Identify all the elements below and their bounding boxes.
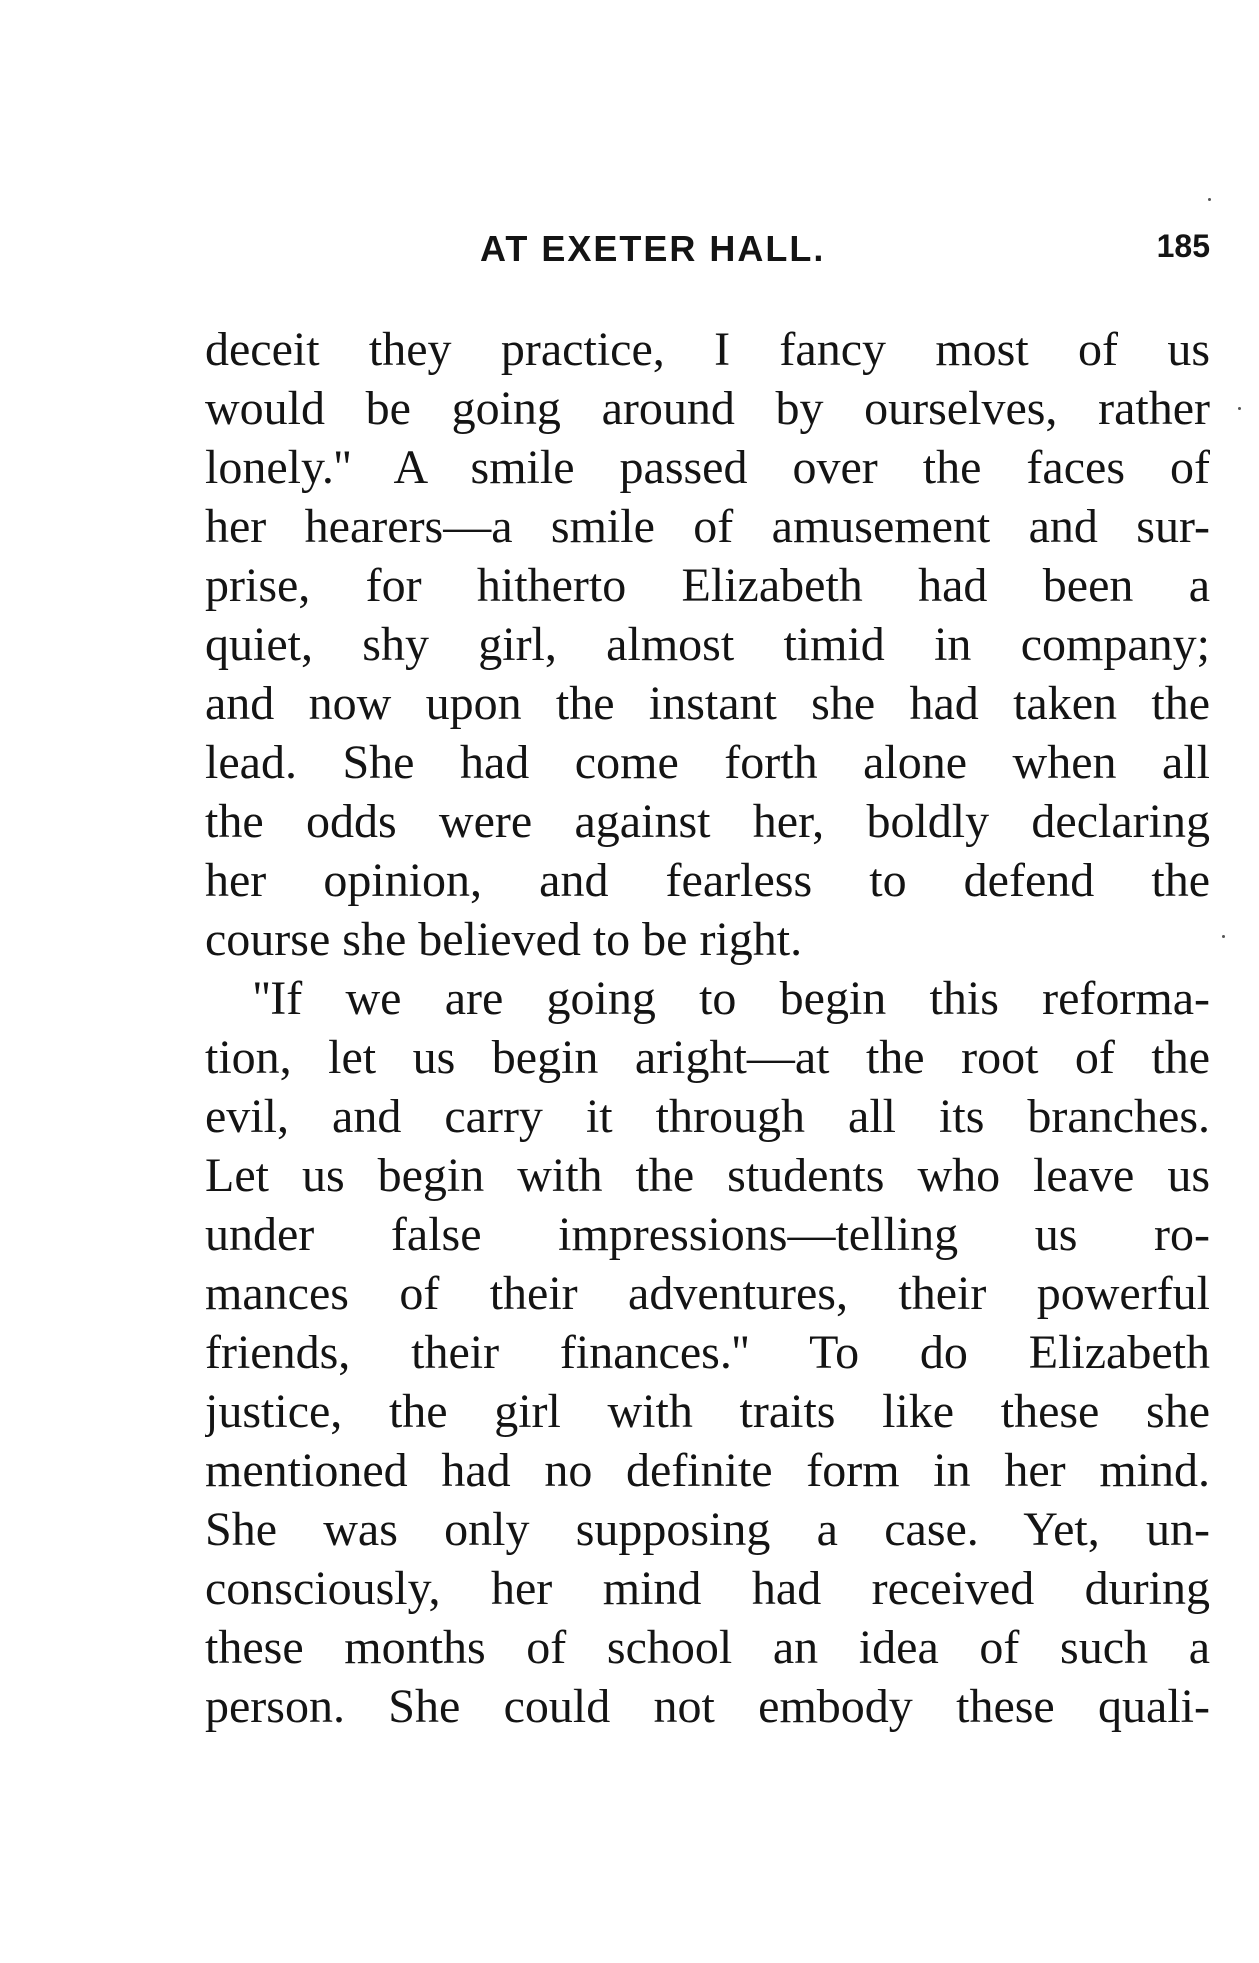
page-number: 185 <box>1156 228 1210 264</box>
text-line: quiet, shy girl, almost timid in company; <box>205 618 1210 671</box>
text-line: mentioned had no definite form in her mind. <box>205 1444 1210 1497</box>
text-line: these months of school an idea of such a <box>205 1621 1210 1674</box>
text-line: course she believed to be right. <box>205 913 803 966</box>
text-line: lonely.'' A smile passed over the faces of <box>205 441 1210 494</box>
text-line: tion, let us begin aright—at the root of the <box>205 1031 1210 1084</box>
text-line: would be going around by ourselves, rather <box>205 382 1210 435</box>
text-line: prise, for hitherto Elizabeth had been a <box>205 559 1210 612</box>
text-line: evil, and carry it through all its branches. <box>205 1090 1210 1143</box>
text-line: her hearers—a smile of amusement and sur- <box>205 500 1210 553</box>
print-speck <box>1208 198 1211 201</box>
text-line: deceit they practice, I fancy most of us <box>205 323 1210 376</box>
body-text <box>205 320 1210 1736</box>
text-line: her opinion, and fearless to defend the <box>205 854 1210 907</box>
text-line: mances of their adventures, their powerful <box>205 1267 1210 1320</box>
text-line: ''If we are going to begin this reforma- <box>253 972 1210 1025</box>
text-line: the odds were against her, boldly declaring <box>205 795 1210 848</box>
text-line: She was only supposing a case. Yet, un- <box>205 1503 1210 1556</box>
text-line: under false impressions—telling us ro- <box>205 1208 1210 1261</box>
page-header <box>200 228 1210 278</box>
running-title: AT EXETER HALL. <box>480 228 826 269</box>
text-line: person. She could not embody these quali- <box>205 1680 1210 1733</box>
print-speck <box>1238 407 1241 410</box>
text-line: justice, the girl with traits like these she <box>205 1385 1210 1438</box>
text-line: friends, their finances.'' To do Elizabeth <box>205 1326 1210 1379</box>
text-line: lead. She had come forth alone when all <box>205 736 1210 789</box>
text-line: Let us begin with the students who leave us <box>205 1149 1210 1202</box>
text-line: consciously, her mind had received during <box>205 1562 1210 1615</box>
print-speck <box>1222 935 1225 938</box>
text-line: and now upon the instant she had taken the <box>205 677 1210 730</box>
